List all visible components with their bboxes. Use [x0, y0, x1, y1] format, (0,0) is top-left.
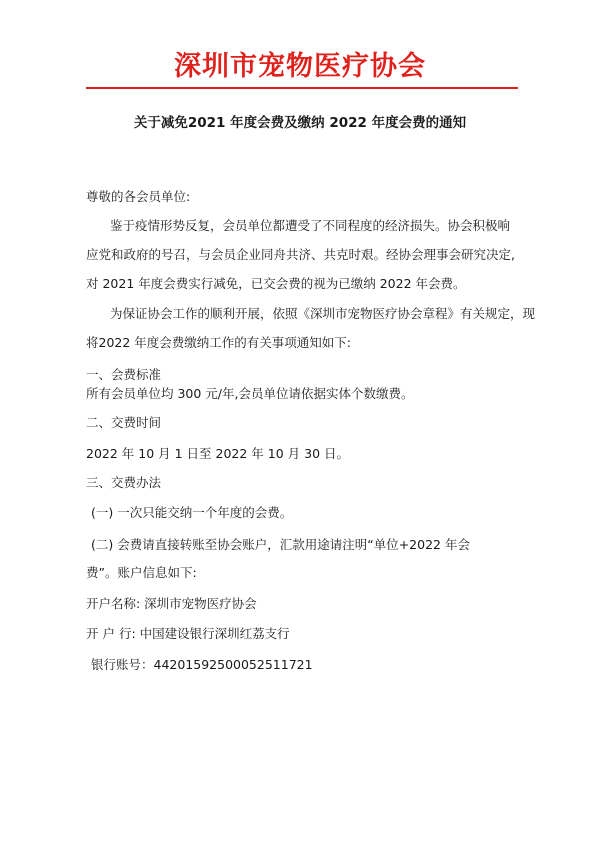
section-1-text: 所有会员单位均 300 元/年,会员单位请依据实体个数缴费。 [86, 386, 414, 401]
section-1-heading: 一、会费标准 [86, 367, 162, 382]
paragraph-1-line-2: 应党和政府的号召，与会员企业同舟共济、共克时艰。经协会理事会研究决定, [86, 247, 515, 262]
paragraph-1-line-3: 对 2021 年度会费实行减免，已交会费的视为已缴纳 2022 年会费。 [86, 276, 466, 291]
account-bank: 开 户 行: 中国建设银行深圳红荔支行 [86, 626, 290, 641]
section-2-text: 2022 年 10 月 1 日至 2022 年 10 月 30 日。 [86, 446, 350, 461]
section-3-item-2-line-2: 费”。账户信息如下: [86, 565, 197, 580]
section-3-item-1: (一) 一次只能交纳一个年度的会费。 [91, 505, 293, 520]
account-number: 银行账号：44201592500052511721 [91, 657, 313, 672]
document-title: 关于减免2021 年度会费及缴纳 2022 年度会费的通知 [133, 115, 467, 131]
paragraph-2-line-2: 将2022 年度会费缴纳工作的有关事项通知如下: [86, 335, 351, 350]
paragraph-2-line-1: 为保证协会工作的顺利开展，依照《深圳市宠物医疗协会章程》有关规定，现 [110, 306, 536, 321]
header-divider [86, 87, 518, 89]
account-name: 开户名称: 深圳市宠物医疗协会 [86, 596, 257, 611]
section-3-item-2-line-1: (二) 会费请直接转账至协会账户，汇款用途请注明“单位+2022 年会 [91, 537, 470, 552]
section-3-heading: 三、交费办法 [86, 475, 162, 490]
paragraph-1-line-1: 鉴于疫情形势反复，会员单位都遭受了不同程度的经济损失。协会积极响 [110, 218, 511, 233]
org-name-header: 深圳市宠物医疗协会 [174, 51, 426, 82]
salutation: 尊敬的各会员单位: [86, 189, 191, 204]
section-2-heading: 二、交费时间 [86, 415, 162, 430]
